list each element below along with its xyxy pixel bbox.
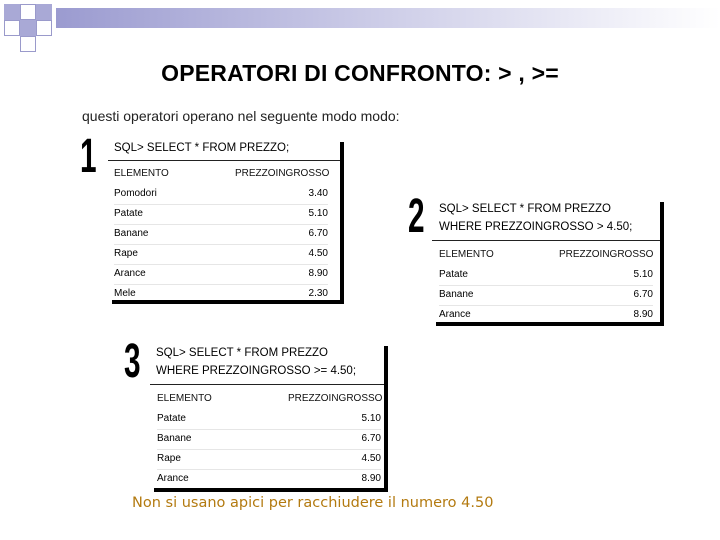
- decor-square: [36, 4, 52, 20]
- cell-value: 3.40: [308, 188, 328, 199]
- decor-square: [36, 20, 52, 36]
- column-header-prezzo: PREZZOINGROSSO: [559, 249, 654, 260]
- table-row: [114, 284, 328, 304]
- table-row: [114, 185, 328, 204]
- cell-name: Patate: [114, 208, 143, 219]
- sql-query: [439, 200, 632, 236]
- table-row: [157, 429, 381, 449]
- decor-square: [4, 20, 20, 36]
- cell-name: Pomodori: [114, 188, 157, 199]
- sql-line: WHERE PREZZOINGROSSO > 4.50;: [439, 221, 633, 233]
- column-header-elemento: ELEMENTO: [439, 249, 494, 260]
- table-row: [114, 264, 328, 284]
- cell-value: 5.10: [633, 269, 653, 280]
- cell-name: Mele: [114, 288, 136, 299]
- step-number: 1: [80, 130, 97, 183]
- decor-square: [4, 4, 20, 20]
- cell-value: 8.90: [633, 309, 653, 320]
- footnote: Non si usano apici per racchiudere il numero 4.50: [132, 495, 494, 511]
- sql-line: SQL> SELECT * FROM PREZZO: [156, 347, 329, 359]
- cell-value: 6.70: [633, 289, 653, 300]
- cell-value: 8.90: [361, 473, 381, 484]
- table-row: [157, 410, 381, 429]
- cell-name: Rape: [157, 453, 181, 464]
- table-row: [157, 449, 381, 469]
- cell-name: Banane: [114, 228, 149, 239]
- table-row: [439, 266, 653, 285]
- step-number: 2: [408, 190, 425, 243]
- sql-line: WHERE PREZZOINGROSSO >= 4.50;: [156, 365, 357, 377]
- result-rows: [114, 185, 328, 304]
- cell-name: Arance: [439, 309, 471, 320]
- query-panel-2: [432, 198, 660, 322]
- cell-value: 6.70: [361, 433, 381, 444]
- cell-value: 2.30: [308, 288, 328, 299]
- sql-line: SQL> SELECT * FROM PREZZO;: [114, 142, 290, 154]
- cell-name: Arance: [114, 268, 146, 279]
- decor-square: [20, 4, 36, 20]
- divider: [432, 240, 660, 241]
- cell-name: Arance: [157, 473, 189, 484]
- cell-value: 8.90: [308, 268, 328, 279]
- cell-name: Patate: [439, 269, 468, 280]
- table-row: [157, 469, 381, 489]
- cell-name: Rape: [114, 248, 138, 259]
- cell-value: 5.10: [308, 208, 328, 219]
- divider: [108, 160, 340, 161]
- cell-value: 4.50: [361, 453, 381, 464]
- sql-query: [156, 344, 356, 380]
- divider: [150, 384, 384, 385]
- page-subtitle: questi operatori operano nel seguente modo modo:: [82, 108, 400, 124]
- column-header-elemento: ELEMENTO: [114, 168, 169, 179]
- cell-value: 6.70: [308, 228, 328, 239]
- page-title: OPERATORI DI CONFRONTO: > , >=: [161, 60, 559, 86]
- cell-name: Banane: [439, 289, 474, 300]
- header-band: [56, 8, 720, 28]
- result-rows: [157, 410, 381, 489]
- decor-square: [20, 20, 36, 36]
- sql-line: SQL> SELECT * FROM PREZZO: [439, 203, 612, 215]
- result-rows: [439, 266, 653, 325]
- cell-value: 4.50: [308, 248, 328, 259]
- table-row: [114, 244, 328, 264]
- decor-square: [20, 36, 36, 52]
- cell-name: Patate: [157, 413, 186, 424]
- column-header-elemento: ELEMENTO: [157, 393, 212, 404]
- query-panel-3: [150, 342, 384, 488]
- query-panel-1: [108, 138, 340, 300]
- column-header-prezzo: PREZZOINGROSSO: [288, 393, 383, 404]
- table-row: [439, 285, 653, 305]
- column-header-prezzo: PREZZOINGROSSO: [235, 168, 330, 179]
- sql-query: [114, 139, 289, 157]
- table-row: [114, 204, 328, 224]
- table-row: [114, 224, 328, 244]
- step-number: 3: [124, 335, 141, 388]
- cell-name: Banane: [157, 433, 192, 444]
- cell-value: 5.10: [361, 413, 381, 424]
- table-row: [439, 305, 653, 325]
